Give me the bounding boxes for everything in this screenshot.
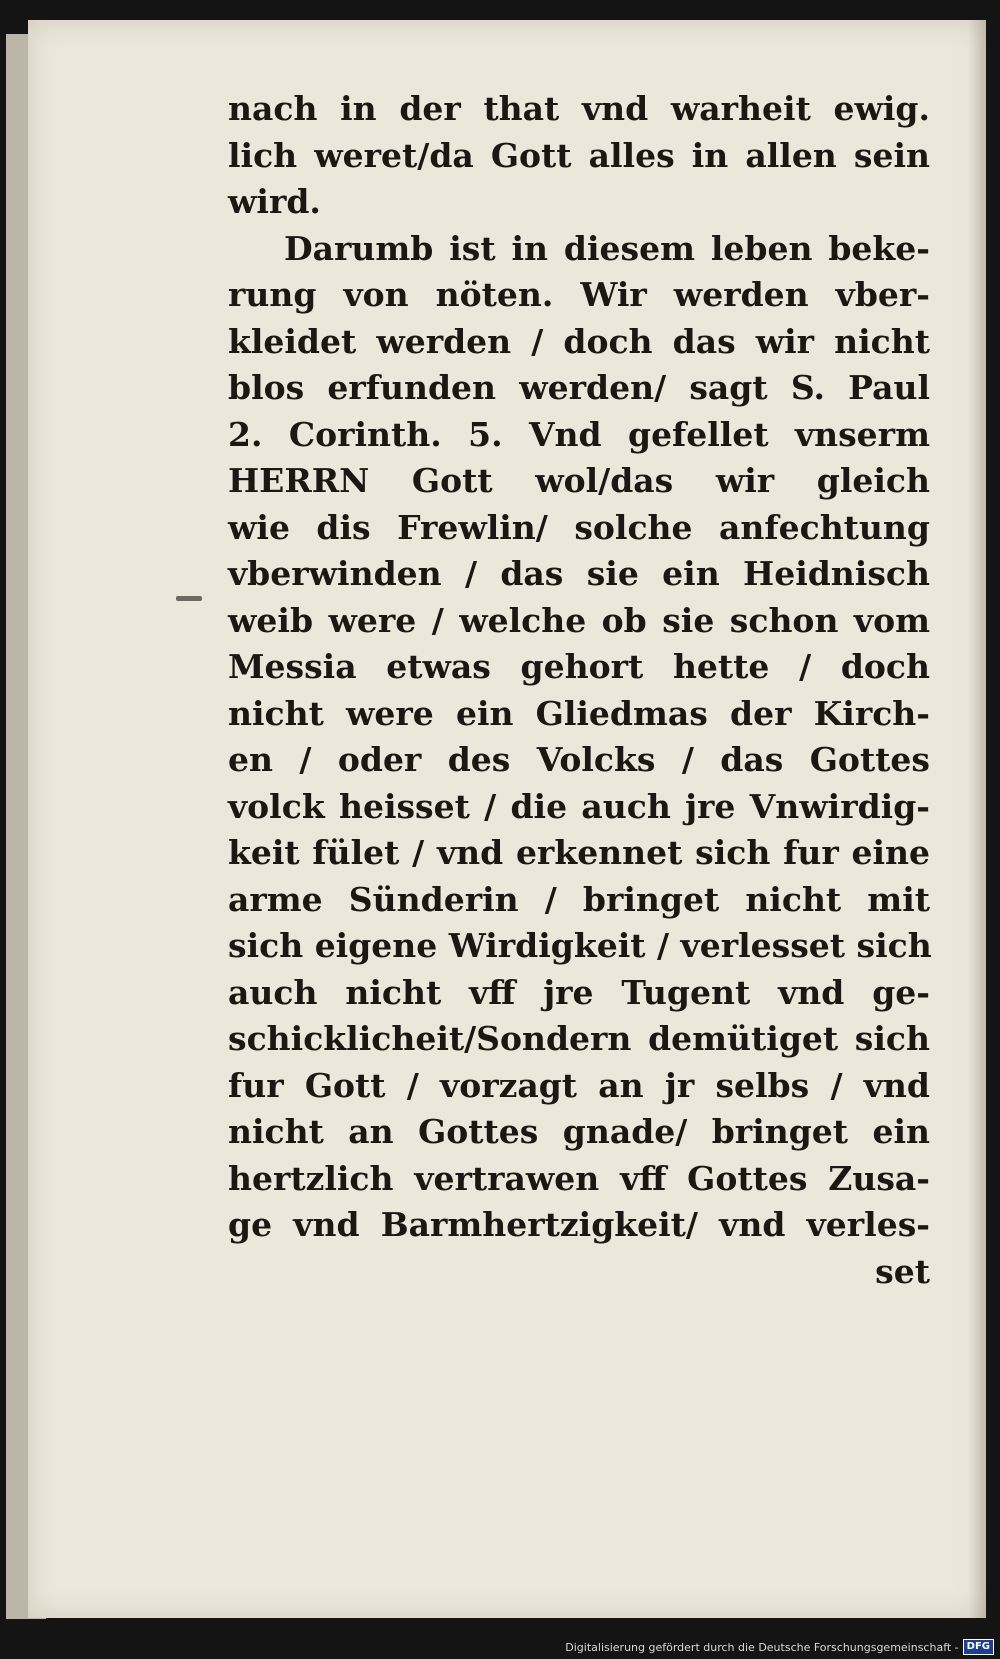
- text-line: sich eigene Wirdigkeit / verlesset sich: [228, 926, 932, 965]
- footer-text: Digitalisierung gefördert durch die Deutsche Forschungsgemeinschaft -: [565, 1640, 959, 1654]
- text-line: wird.: [228, 182, 321, 221]
- text-line: nicht were ein Gliedmas der Kirch-: [228, 693, 930, 733]
- page-gutter-shade: [968, 20, 986, 1618]
- text-line: nach in der that vnd warheit ewig.: [228, 89, 930, 128]
- text-line: fur Gott / vorzagt an jr selbs / vnd: [228, 1065, 930, 1105]
- footer-credit: [565, 1639, 994, 1655]
- text-line: arme Sünderin / bringet nicht mit: [228, 879, 930, 919]
- body-text: [228, 86, 930, 1295]
- margin-mark: [176, 596, 202, 601]
- text-line: vberwinden / das sie ein Heidnisch: [228, 554, 930, 593]
- text-line: HERRN Gott wol/das wir gleich: [228, 461, 930, 500]
- text-line: volck heisset / die auch jre Vnwirdig-: [228, 786, 930, 826]
- text-line: hertzlich vertrawen vff Gottes Zusa-: [228, 1158, 930, 1198]
- dfg-logo-icon: DFG: [963, 1639, 994, 1655]
- text-line: Darumb ist in diesem leben beke-: [284, 228, 930, 268]
- text-line: keit fület / vnd erkennet sich fur eine: [228, 833, 930, 872]
- text-line: schicklicheit/Sondern demütiget sich: [228, 1019, 930, 1058]
- text-line: auch nicht vff jre Tugent vnd ge-: [228, 972, 930, 1012]
- text-line: ge vnd Barmhertzigkeit/ vnd verles-: [228, 1205, 930, 1244]
- text-line: blos erfunden werden/ sagt S. Paul: [228, 368, 930, 407]
- text-line: rung von nöten. Wir werden vber-: [228, 275, 930, 314]
- text-line: Messia etwas gehort hette / doch: [228, 647, 930, 686]
- catchword: set: [875, 1251, 930, 1291]
- text-line: nicht an Gottes gnade/ bringet ein: [228, 1112, 930, 1151]
- text-line: lich weret/da Gott alles in allen sein: [228, 135, 930, 175]
- text-line: 2. Corinth. 5. Vnd gefellet vnserm: [228, 414, 930, 454]
- text-line: en / oder des Volcks / das Gottes: [228, 740, 930, 779]
- text-line: weib were / welche ob sie schon vom: [228, 600, 930, 640]
- text-line: kleidet werden / doch das wir nicht: [228, 321, 930, 361]
- text-line: wie dis Frewlin/ solche anfechtung: [228, 507, 930, 547]
